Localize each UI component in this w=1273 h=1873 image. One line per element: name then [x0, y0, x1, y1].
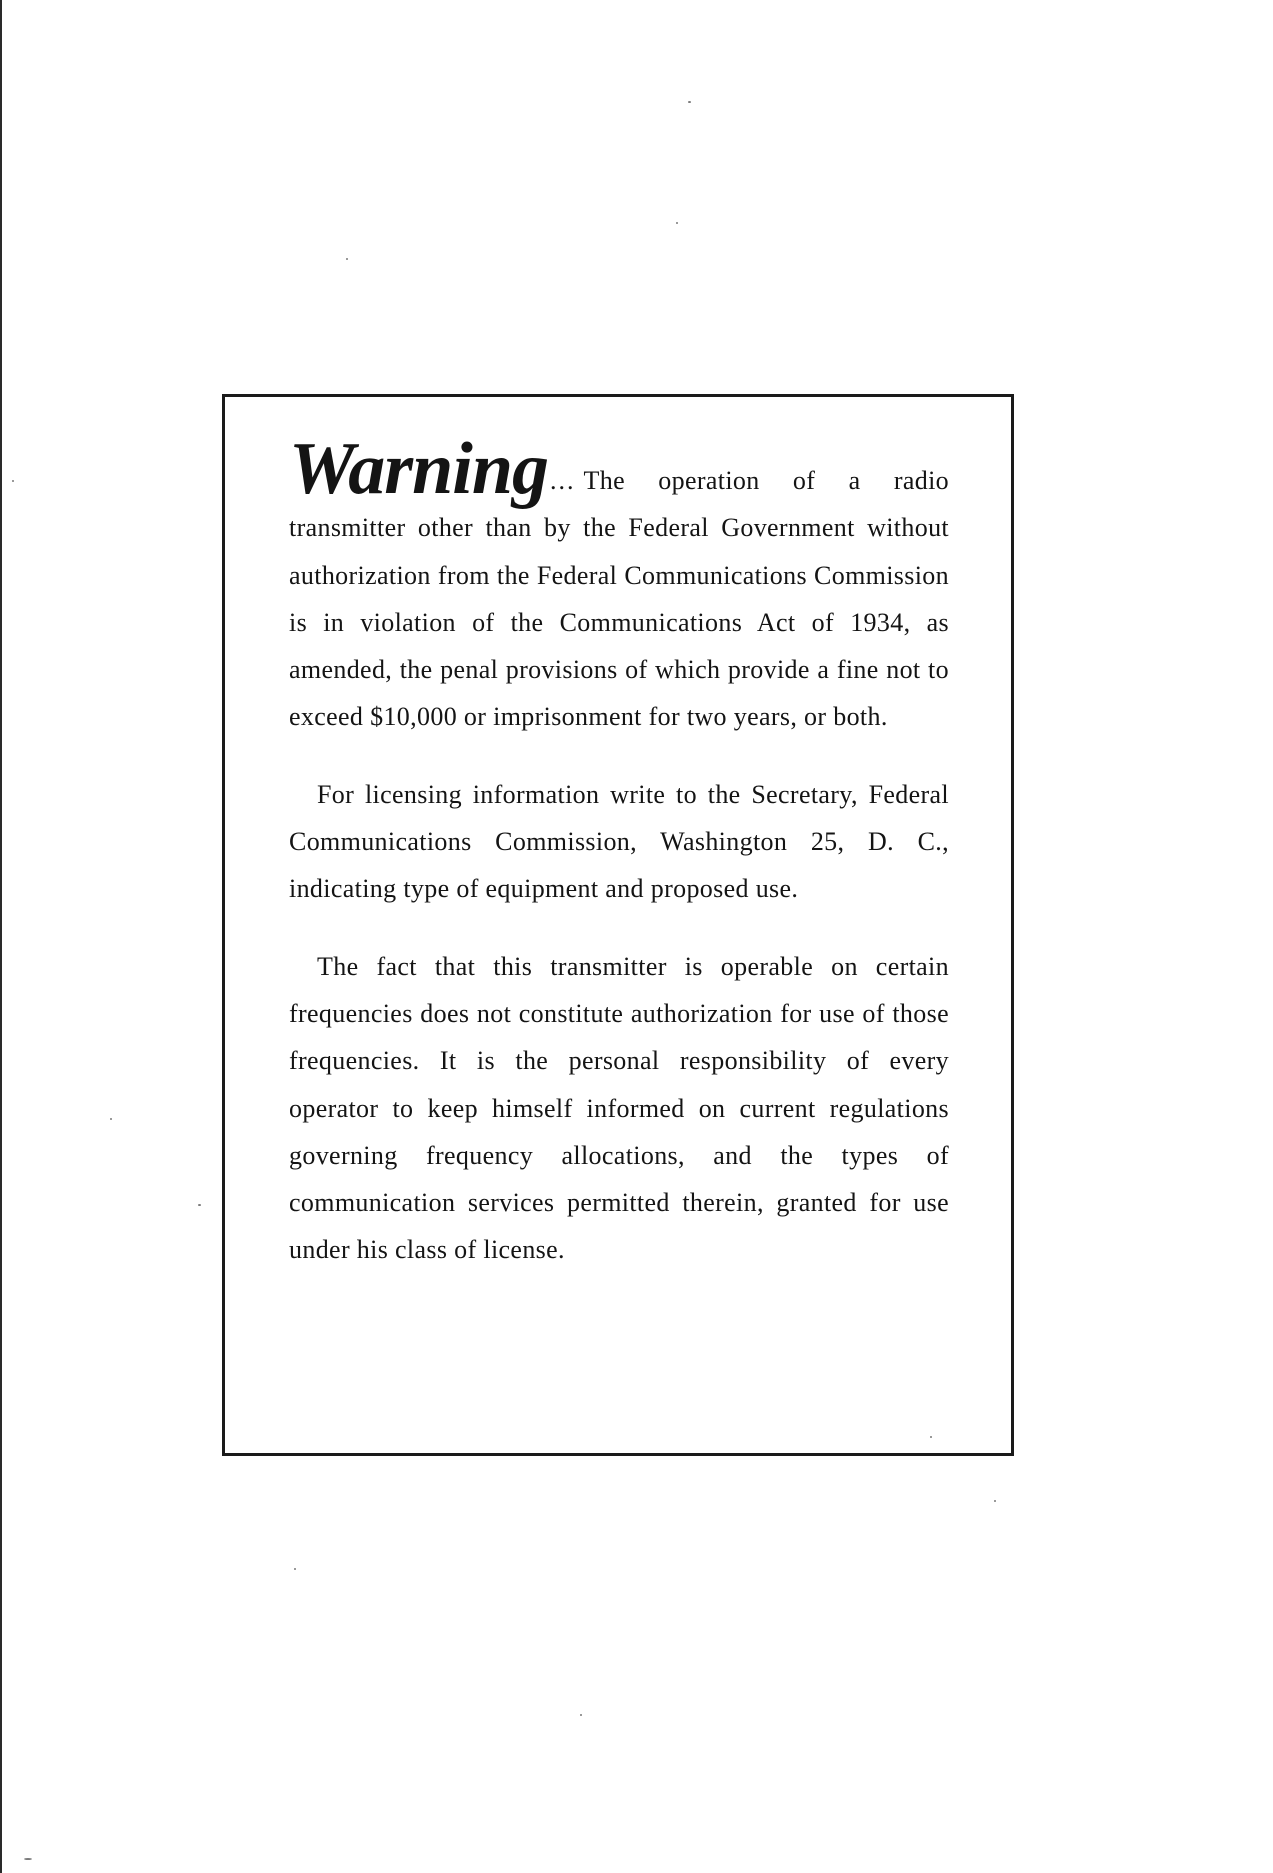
warning-notice-box	[222, 394, 1014, 1456]
paragraph-1-body: The operation of a radio transmitter other than by the Federal Government without authorization from the Federal Communications Commission is in violation of the Communications Act of 1934, as amended, the penal provisions of which provide a fine not to exceed $10,000 or imprisonment for two years, or both.	[289, 466, 949, 732]
notice-content	[289, 428, 949, 1274]
notice-paragraph-3: The fact that this transmitter is operable on certain frequencies does not constitute authorization for use of those frequencies. It is the personal responsibility of every operator to keep himself informed on current regulations governing frequency allocations, and the types of communication services permitted therein, granted for use under his class of license.	[289, 951, 949, 1265]
scan-speck	[24, 1858, 32, 1860]
scan-speck	[294, 1568, 296, 1570]
page-edge	[0, 0, 2, 1873]
scan-speck	[688, 101, 691, 103]
notice-paragraph-1	[289, 428, 949, 741]
scan-speck	[110, 1118, 112, 1120]
heading-ellipsis: ...	[549, 466, 576, 495]
warning-heading: Warning	[289, 428, 548, 510]
scan-speck	[676, 222, 678, 224]
scan-speck	[198, 1204, 201, 1206]
notice-paragraph-2: For licensing information write to the Secretary, Federal Communications Commission, Washington 25, D. C., indicating type of equipment and proposed use.	[289, 779, 949, 904]
scan-speck	[346, 258, 348, 260]
scan-speck	[994, 1500, 996, 1502]
scan-speck	[580, 1714, 582, 1716]
scan-speck	[12, 480, 14, 482]
